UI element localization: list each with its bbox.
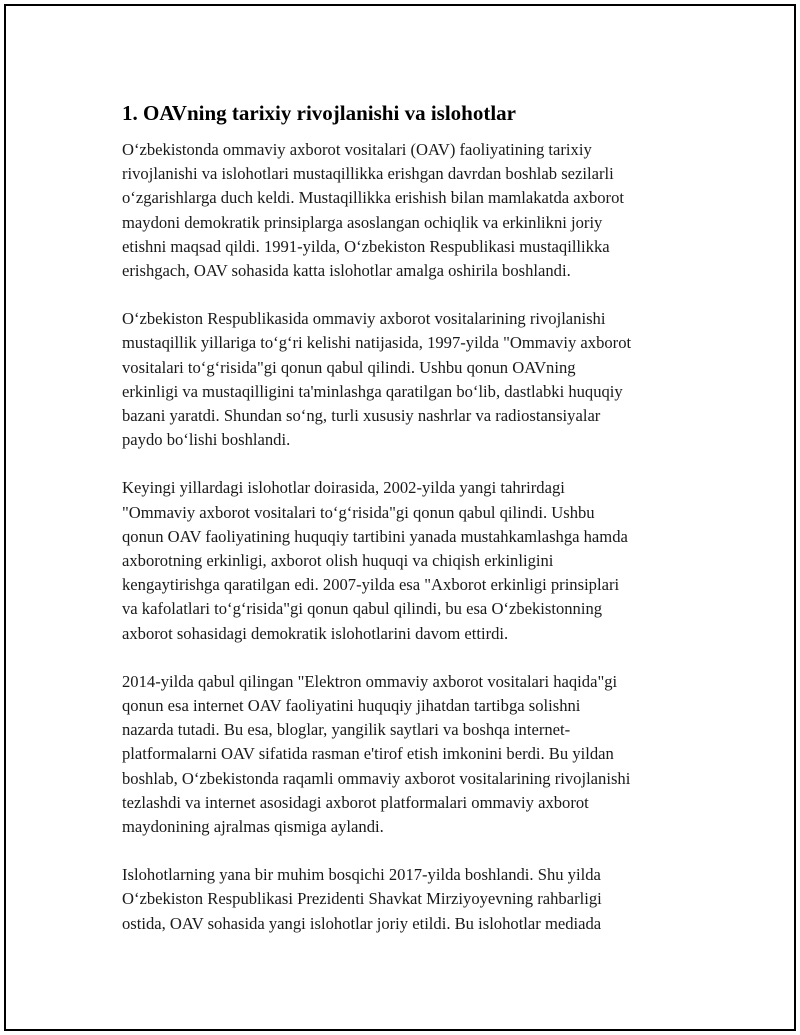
section-heading: 1. OAVning tarixiy rivojlanishi va islohotlar	[122, 101, 516, 125]
paragraph-2: O‘zbekiston Respublikasida ommaviy axborot vositalarining rivojlanishi mustaqillik yillariga to‘g‘ri kelishi natijasida, 1997-yilda "Ommaviy axborot vositalari to‘g‘risida"gi qonun qabul qilindi. Ushbu qonun OAVning erkinligi va mustaqilligini ta'minlashga qaratilgan bo‘lib, dastlabki huquqiy bazani yaratdi. Shundan so‘ng, turli xususiy nashrlar va radiostansiyalar paydo bo‘lishi boshlandi.	[122, 309, 632, 450]
paragraph-3: Keyingi yillardagi islohotlar doirasida, 2002-yilda yangi tahrirdagi "Ommaviy axborot vositalari to‘g‘risida"gi qonun qabul qilindi. Ushbu qonun OAV faoliyatining huquqiy tartibini yanada mustahkamlashga hamda axborotning erkinligi, axborot olish huquqi va chiqish erkinligini kengaytirishga qaratilgan edi. 2007-yilda esa "Axborot erkinligi prinsiplari va kafolatlari to‘g‘risida"gi qonun qabul qilindi, bu esa O‘zbekistonning axborot sohasidagi demokratik islohotlarini davom ettirdi.	[122, 478, 628, 643]
document-body	[122, 100, 692, 960]
page-frame	[4, 4, 796, 1031]
paragraph-4: 2014-yilda qabul qilingan "Elektron ommaviy axborot vositalari haqida"gi qonun esa internet OAV faoliyatini huquqiy jihatdan tartibga solishni nazarda tutadi. Bu esa, bloglar, yangilik saytlari va boshqa internet- platformalarni OAV sifatida rasman e'tirof etish imkonini berdi. Bu yildan boshlab, O‘zbekistonda raqamli ommaviy axborot vositalarining rivojlanishi tezlashdi va internet asosidagi axborot platformalari ommaviy axborot maydonining ajralmas qismiga aylandi.	[122, 671, 631, 837]
paragraph-5: Islohotlarning yana bir muhim bosqichi 2017-yilda boshlandi. Shu yilda O‘zbekiston Respublikasi Prezidenti Shavkat Mirziyoyevning rahbarligi ostida, OAV sohasida yangi islohotlar joriy etildi. Bu islohotlar mediada	[122, 865, 602, 933]
paragraph-1: O‘zbekistonda ommaviy axborot vositalari (OAV) faoliyatining tarixiy rivojlanishi va islohotlari mustaqillikka erishgan davrdan boshlab sezilarli o‘zgarishlarga duch keldi. Mustaqillikka erishish bilan mamlakatda axborot maydoni demokratik prinsiplarga asoslangan ochiqlik va erkinlikni joriy etishni maqsad qildi. 1991-yilda, O‘zbekiston Respublikasi mustaqillikka erishgach, OAV sohasida katta islohotlar amalga oshirila boshlandi.	[122, 140, 624, 281]
